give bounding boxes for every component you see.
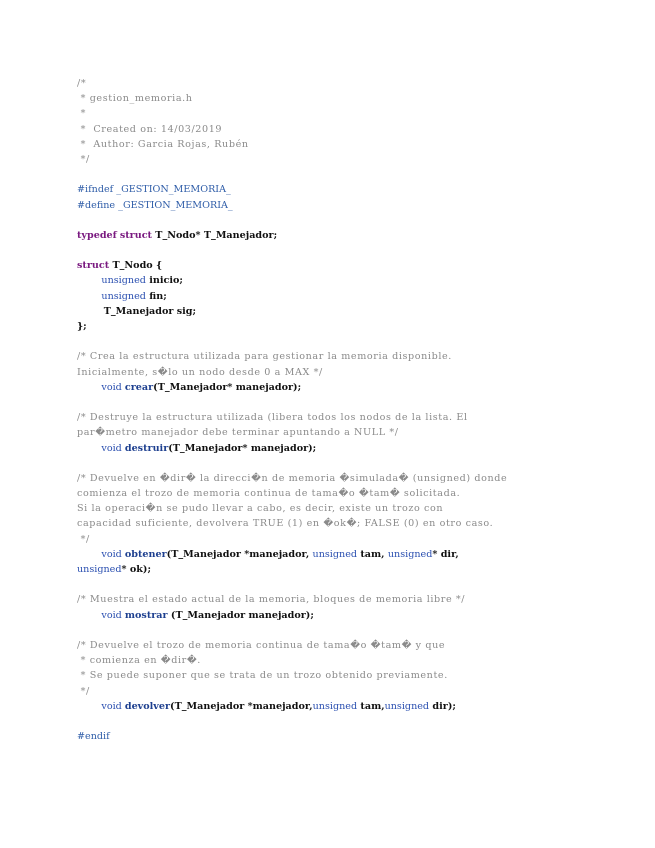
code-line bbox=[77, 243, 637, 258]
source-code-listing bbox=[77, 76, 637, 744]
code-line bbox=[77, 349, 637, 364]
code-token: typedef bbox=[77, 229, 117, 241]
code-token: void bbox=[101, 548, 122, 560]
code-token: /* Devuelve el trozo de memoria continua de tama�o �tam� y que bbox=[77, 639, 446, 651]
code-line bbox=[77, 699, 637, 714]
code-token: unsigned bbox=[77, 564, 122, 575]
code-line bbox=[77, 76, 637, 91]
code-token: #define bbox=[77, 199, 116, 211]
code-token bbox=[77, 443, 101, 454]
code-line bbox=[77, 167, 637, 182]
code-token: unsigned bbox=[101, 275, 146, 287]
code-token: */ bbox=[77, 153, 90, 165]
code-line bbox=[77, 213, 637, 228]
code-token: */ bbox=[77, 533, 90, 545]
code-token: (T_Manejador *manejador, bbox=[166, 548, 313, 560]
code-line bbox=[77, 198, 637, 213]
code-token: }; bbox=[77, 321, 87, 332]
code-line bbox=[77, 532, 637, 547]
code-token: /* bbox=[77, 78, 87, 89]
code-token: * gestion_memoria.h bbox=[77, 93, 193, 105]
code-token: struct bbox=[77, 260, 110, 272]
code-line bbox=[77, 684, 637, 699]
code-token: fin; bbox=[145, 290, 167, 302]
code-line bbox=[77, 319, 637, 334]
code-line bbox=[77, 137, 637, 152]
code-token: void bbox=[101, 700, 122, 712]
code-token: */ bbox=[77, 685, 90, 697]
code-token: unsigned bbox=[384, 700, 430, 712]
code-token: #endif bbox=[77, 731, 110, 743]
code-line bbox=[77, 516, 637, 531]
code-line bbox=[77, 410, 637, 425]
code-token: * comienza en �dir�. bbox=[77, 655, 201, 667]
code-line bbox=[77, 91, 637, 106]
code-token: _GESTION_MEMORIA_ bbox=[113, 184, 231, 196]
code-token: /* Crea la estructura utilizada para gestionar la memoria disponible. bbox=[77, 351, 452, 363]
code-token: * Author: Garcia Rojas, Rubén bbox=[77, 138, 249, 150]
code-token: Si la operaci�n se pudo llevar a cabo, es decir, existe un trozo con bbox=[77, 503, 444, 515]
code-line bbox=[77, 273, 637, 288]
code-line bbox=[77, 441, 637, 456]
code-token: T_Nodo { bbox=[109, 260, 163, 272]
code-token: dir); bbox=[429, 700, 456, 712]
code-token: crear bbox=[124, 381, 154, 393]
code-token: unsigned bbox=[387, 548, 433, 560]
code-line bbox=[77, 380, 637, 395]
code-line bbox=[77, 456, 637, 471]
code-line bbox=[77, 714, 637, 729]
code-line bbox=[77, 365, 637, 380]
code-token: tam, bbox=[357, 700, 385, 712]
code-token: T_Manejador sig; bbox=[77, 305, 197, 317]
code-line bbox=[77, 623, 637, 638]
code-line bbox=[77, 608, 637, 623]
code-line bbox=[77, 106, 637, 121]
code-line bbox=[77, 425, 637, 440]
code-line bbox=[77, 395, 637, 410]
code-token: void bbox=[101, 381, 122, 393]
code-token: * ok); bbox=[121, 564, 151, 575]
code-line bbox=[77, 334, 637, 349]
code-token bbox=[77, 610, 101, 621]
code-token bbox=[77, 382, 101, 393]
code-token: obtener bbox=[124, 548, 167, 560]
code-token: #ifndef bbox=[77, 184, 114, 196]
code-line bbox=[77, 304, 637, 319]
code-token: /* Muestra el estado actual de la memoria, bloques de memoria libre */ bbox=[77, 594, 466, 606]
code-line bbox=[77, 258, 637, 273]
code-token: (T_Manejador *manejador, bbox=[170, 700, 313, 712]
code-token: /* Devuelve en �dir� la direcci�n de memoria �simulada� (unsigned) donde bbox=[77, 472, 508, 484]
code-line bbox=[77, 122, 637, 137]
code-line bbox=[77, 486, 637, 501]
code-line bbox=[77, 653, 637, 668]
code-token: * Se puede suponer que se trata de un trozo obtenido previamente. bbox=[77, 670, 448, 682]
code-line bbox=[77, 501, 637, 516]
code-token: * Created on: 14/03/2019 bbox=[77, 123, 223, 135]
code-line bbox=[77, 562, 637, 577]
code-token: (T_Manejador* manejador); bbox=[153, 381, 302, 393]
code-token: inicio; bbox=[145, 275, 183, 287]
code-token: /* Destruye la estructura utilizada (libera todos los nodos de la lista. El bbox=[77, 412, 468, 424]
code-line bbox=[77, 182, 637, 197]
code-token: unsigned bbox=[312, 700, 358, 712]
code-token: * bbox=[77, 108, 87, 120]
code-line bbox=[77, 729, 637, 744]
code-line bbox=[77, 289, 637, 304]
code-token: struct bbox=[119, 229, 152, 241]
code-token bbox=[77, 701, 101, 712]
code-token: Inicialmente, s�lo un nodo desde 0 a MAX */ bbox=[77, 366, 323, 378]
code-token bbox=[77, 275, 101, 286]
code-token bbox=[77, 549, 101, 560]
code-token: void bbox=[101, 609, 122, 621]
code-token bbox=[77, 291, 101, 302]
code-token: mostrar bbox=[124, 609, 168, 621]
code-token: unsigned bbox=[312, 548, 358, 560]
code-line bbox=[77, 152, 637, 167]
code-token: _GESTION_MEMORIA_ bbox=[115, 199, 233, 211]
code-token: * dir, bbox=[432, 548, 459, 560]
code-line bbox=[77, 638, 637, 653]
code-token: T_Nodo* T_Manejador; bbox=[151, 229, 278, 241]
code-line bbox=[77, 471, 637, 486]
code-token: unsigned bbox=[101, 290, 146, 302]
code-line bbox=[77, 668, 637, 683]
code-token: destruir bbox=[124, 442, 169, 454]
code-line bbox=[77, 592, 637, 607]
code-line bbox=[77, 228, 637, 243]
code-line bbox=[77, 547, 637, 562]
code-token: (T_Manejador* manejador); bbox=[168, 442, 317, 454]
code-token: devolver bbox=[124, 700, 171, 712]
code-token: capacidad suficiente, devolvera TRUE (1) en �ok�; FALSE (0) en otro caso. bbox=[77, 518, 494, 530]
code-line bbox=[77, 577, 637, 592]
code-token: par�metro manejador debe terminar apuntando a NULL */ bbox=[77, 427, 399, 439]
code-token: tam, bbox=[357, 548, 388, 560]
code-token: void bbox=[101, 442, 122, 454]
code-token: comienza el trozo de memoria continua de tama�o �tam� solicitada. bbox=[77, 488, 461, 500]
code-token: (T_Manejador manejador); bbox=[167, 609, 314, 621]
